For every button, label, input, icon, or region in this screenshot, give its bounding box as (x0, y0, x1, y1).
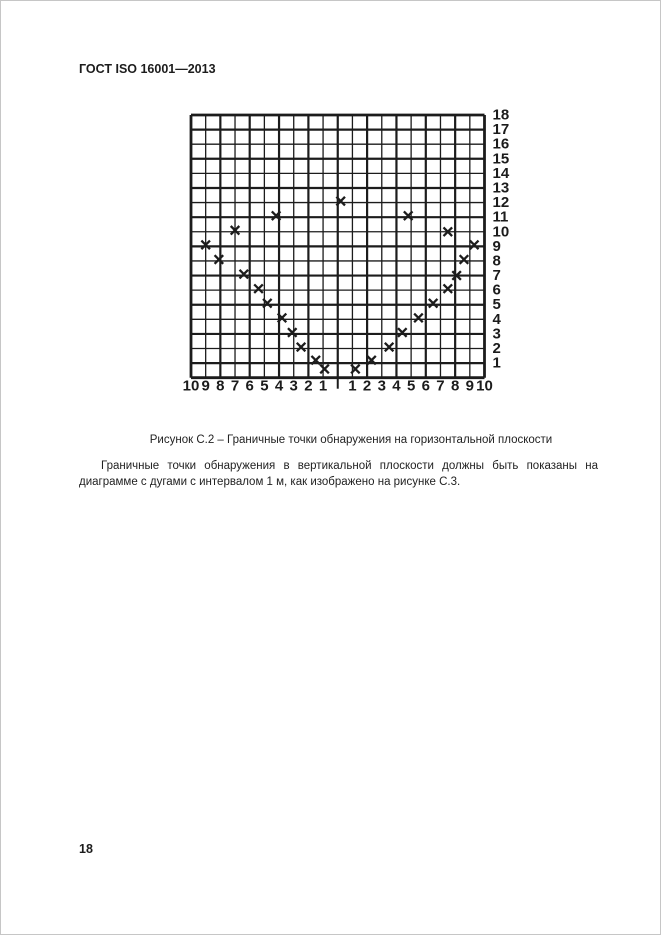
svg-text:1: 1 (492, 354, 501, 372)
svg-text:11: 11 (492, 208, 509, 226)
svg-text:6: 6 (421, 377, 430, 395)
svg-text:3: 3 (377, 377, 386, 395)
svg-text:7: 7 (436, 377, 445, 395)
svg-text:5: 5 (260, 377, 269, 395)
svg-text:10: 10 (476, 377, 493, 395)
svg-text:4: 4 (274, 377, 284, 395)
svg-text:3: 3 (289, 377, 298, 395)
svg-text:3: 3 (492, 325, 501, 343)
svg-text:10: 10 (492, 223, 510, 241)
svg-text:2: 2 (304, 377, 313, 395)
figure-caption: Рисунок С.2 – Граничные точки обнаружения на горизонтальной плоскости (149, 434, 553, 446)
svg-text:10: 10 (182, 377, 200, 395)
svg-text:9: 9 (201, 377, 210, 395)
svg-text:2: 2 (492, 340, 501, 358)
svg-text:7: 7 (230, 377, 240, 395)
svg-text:15: 15 (492, 150, 510, 168)
svg-text:12: 12 (492, 194, 510, 212)
svg-text:1: 1 (348, 377, 357, 395)
svg-text:2: 2 (362, 377, 372, 395)
svg-text:17: 17 (492, 121, 510, 139)
body-paragraph: Граничные точки обнаружения в вертикальной плоскости должны быть показаны на диаграмме с дугами с интервалом 1 м, как изображено на рисунке С.3. (79, 460, 598, 488)
svg-text:8: 8 (450, 377, 460, 395)
chart-svg (181, 97, 526, 399)
document-header: ГОСТ ISO 16001—2013 (79, 62, 216, 76)
svg-text:9: 9 (465, 377, 474, 395)
page-number: 18 (79, 842, 93, 856)
svg-text:4: 4 (492, 310, 501, 328)
svg-text:5: 5 (492, 296, 501, 314)
detection-points-chart (181, 97, 526, 399)
svg-text:5: 5 (406, 377, 416, 395)
svg-text:8: 8 (492, 252, 501, 270)
svg-text:4: 4 (392, 377, 401, 395)
svg-text:7: 7 (492, 267, 501, 285)
svg-text:16: 16 (492, 135, 510, 153)
svg-text:14: 14 (492, 164, 510, 182)
svg-text:13: 13 (492, 179, 510, 197)
svg-text:9: 9 (492, 237, 501, 255)
svg-text:6: 6 (492, 281, 501, 299)
svg-text:8: 8 (216, 377, 225, 395)
svg-text:6: 6 (245, 377, 254, 395)
svg-text:1: 1 (318, 377, 328, 395)
svg-text:18: 18 (492, 106, 510, 124)
